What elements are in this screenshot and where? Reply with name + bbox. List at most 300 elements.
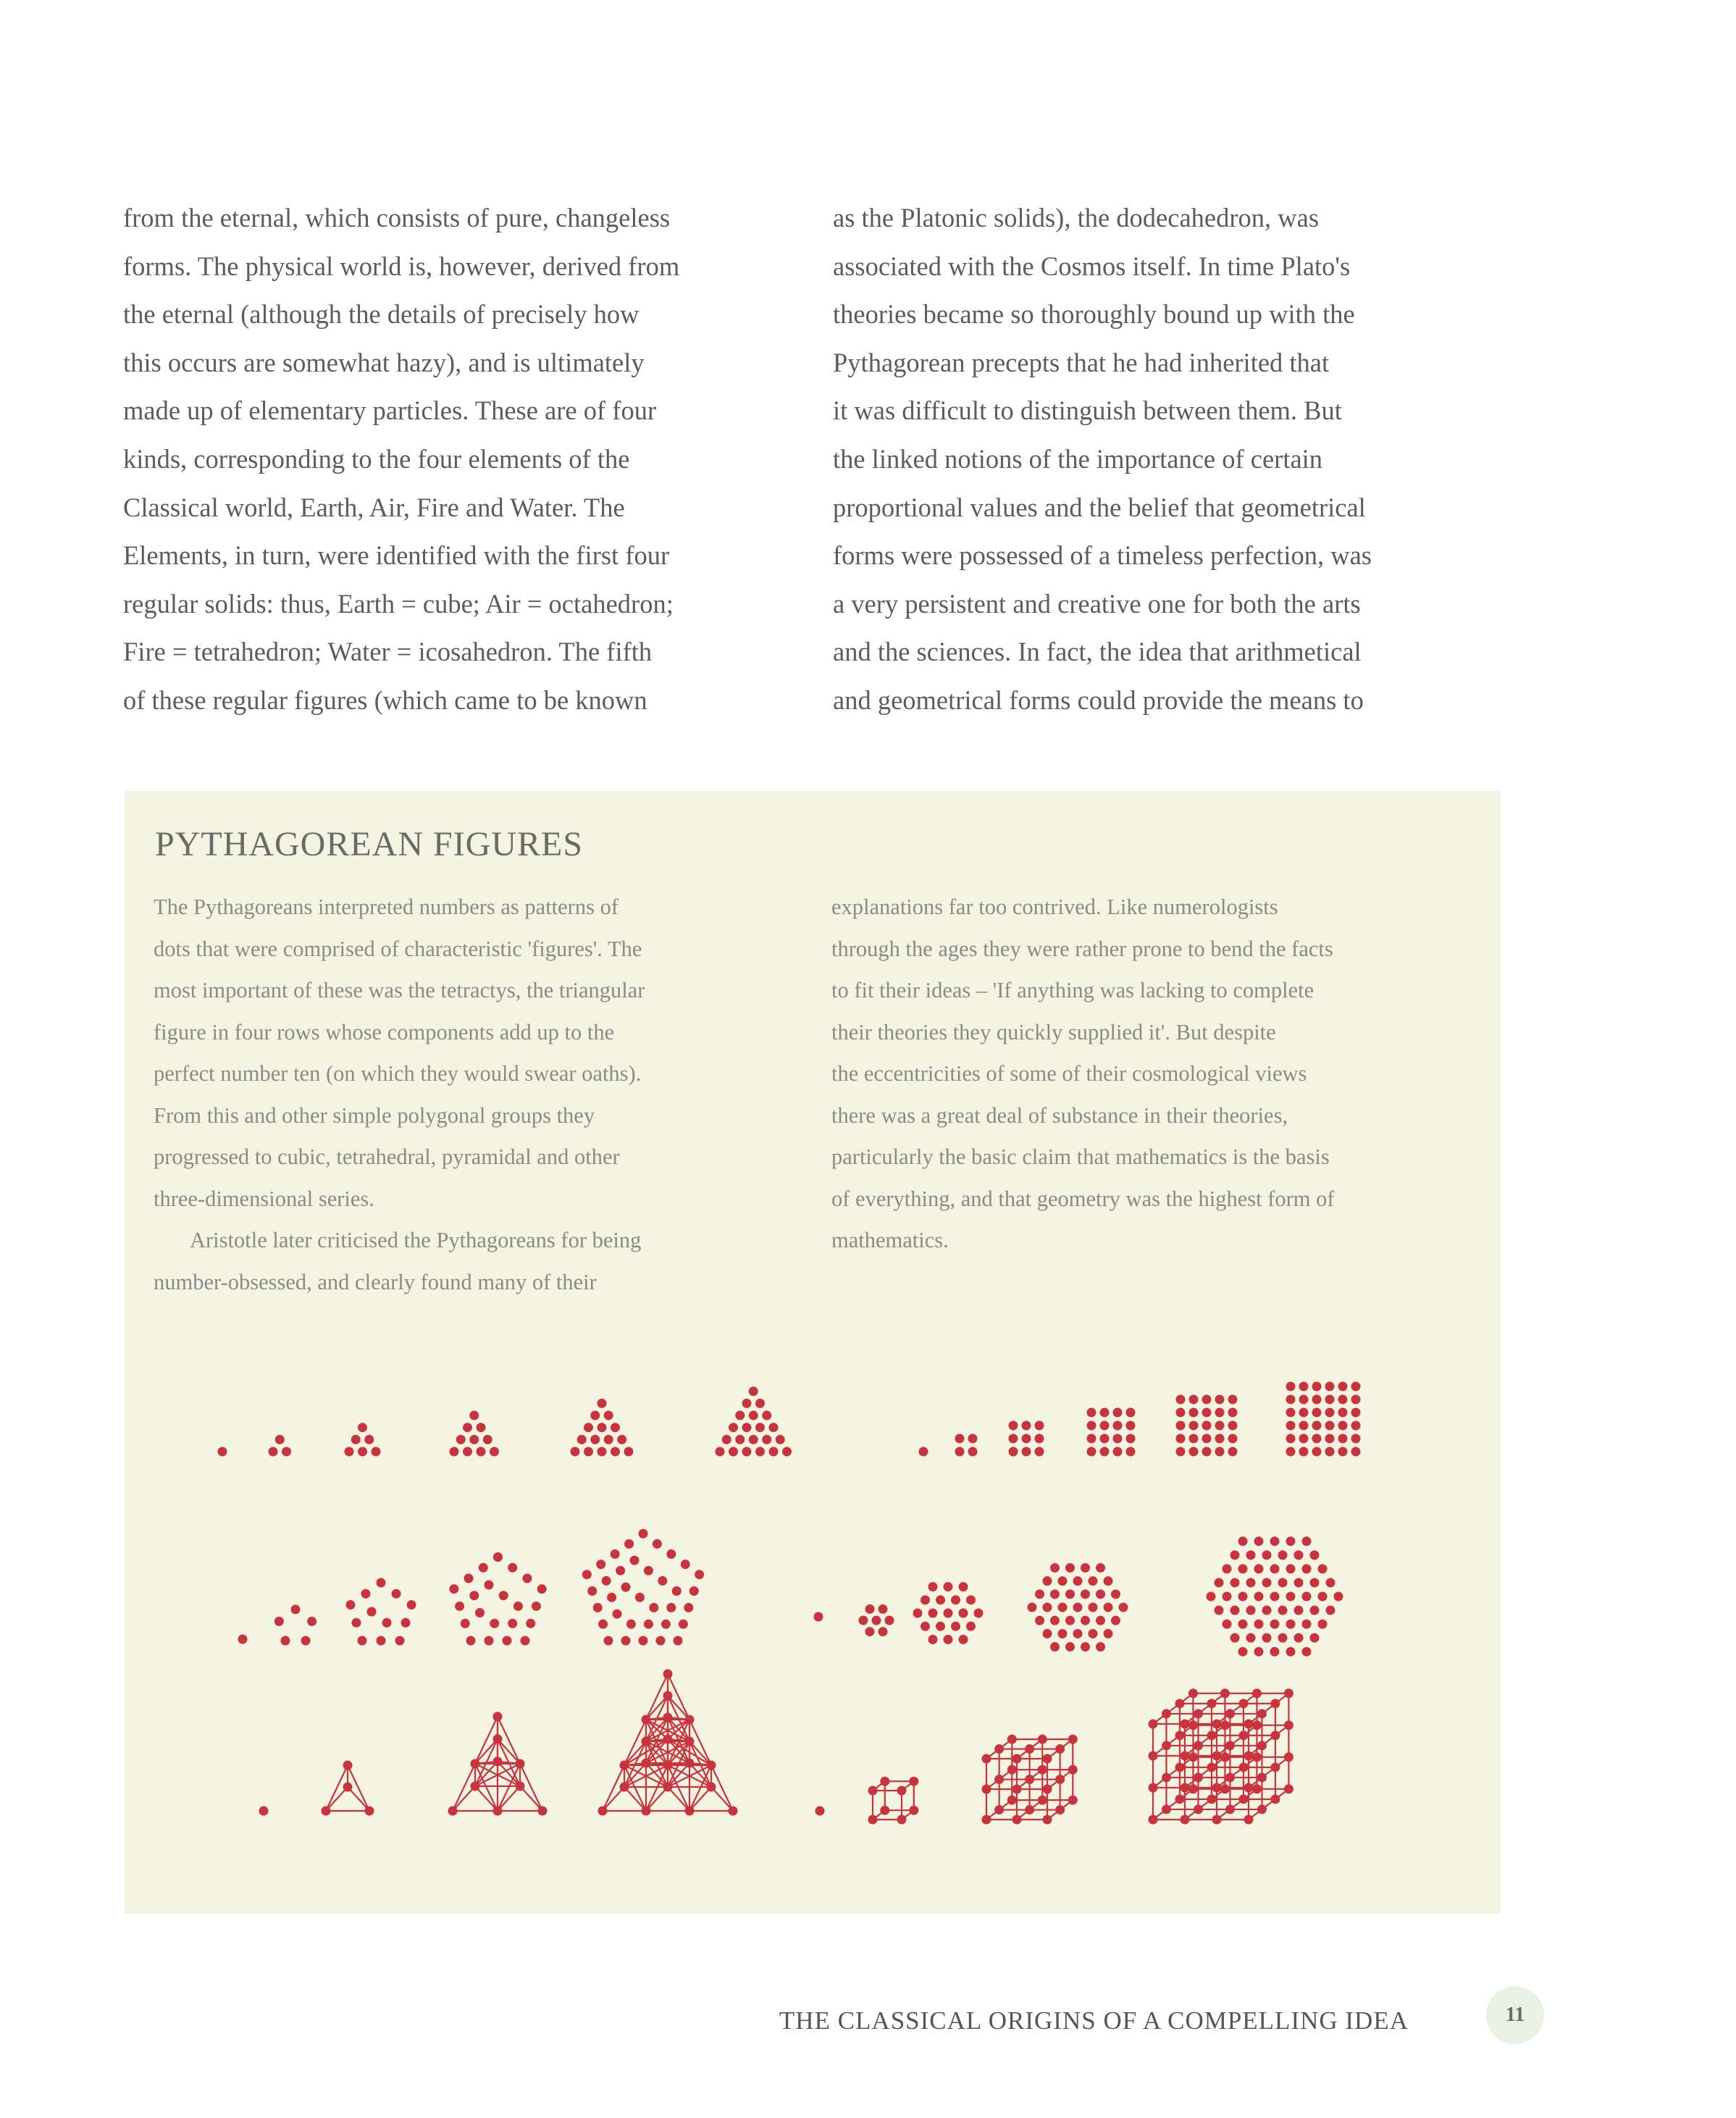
cubic-number-dot [1212,1783,1222,1793]
pentagonal-number-dot [455,1602,464,1611]
triangular-number-dot [597,1423,607,1432]
square-number-dot [1312,1447,1322,1457]
cubic-number-dot [1238,1699,1248,1708]
tetrahedral-number-dot [707,1761,716,1770]
pentagonal-number-dot [681,1560,690,1569]
cubic-number-dot [994,1775,1004,1784]
square-number-dot [1299,1421,1309,1431]
hexagonal-number-dot [1254,1620,1264,1629]
tetrahedral-number-dot [365,1807,374,1816]
tetrahedral-number-dot [493,1712,503,1721]
triangular-number-dot [769,1423,779,1432]
hexagonal-number-dot [1058,1603,1068,1612]
triangular-number-dot [597,1399,607,1408]
pentagonal-number-dot [582,1570,592,1579]
square-number-dot [1325,1434,1335,1444]
cubic-number-dot [1252,1688,1262,1698]
text-line: most important of these was the tetractys, the triangular [154,978,645,1003]
pentagonal-number-dot [666,1603,676,1612]
hexagonal-number-dot [1286,1564,1296,1573]
text-line: The Pythagoreans interpreted numbers as patterns of [154,895,618,919]
pentagonal-number-dot [407,1600,416,1610]
pentagonal-number-dot [613,1610,622,1619]
square-number-dot [1325,1382,1335,1391]
triangular-number-dot [742,1423,752,1432]
hexagonal-number-dot [1215,1578,1224,1587]
hexagonal-number-dot [1318,1592,1328,1602]
hexagonal-number-dot [1104,1603,1113,1612]
hexagonal-number-dot [1238,1536,1248,1546]
hexagonal-number-dot [1310,1550,1320,1560]
hexagonal-number-dot [1286,1647,1296,1657]
figure-edge [689,1787,711,1811]
hexagonal-number-dot [974,1609,984,1618]
square-number-dot [1312,1395,1322,1405]
pentagonal-number-dot [526,1619,535,1628]
triangular-number-dot [769,1447,779,1457]
text-line: perfect number ten (on which they would swear oaths). [154,1061,642,1086]
triangular-number-dot [729,1447,738,1457]
cubic-number-dot [994,1805,1004,1814]
hexagonal-number-dot [1254,1592,1264,1602]
triangular-number-dot [364,1435,374,1444]
figure-edge [520,1786,542,1811]
square-number-dot [1299,1447,1309,1457]
cubic-number-dot [1238,1794,1248,1804]
square-number-dot [1035,1421,1044,1431]
cubic-number-dot [909,1806,918,1815]
pentagonal-number-dot [513,1602,523,1611]
square-number-dot [1189,1395,1199,1405]
tetrahedral-number-dot [642,1737,651,1746]
hexagonal-number-dot [1302,1647,1312,1657]
text-line: of everything, and that geometry was the highest form of [831,1186,1335,1211]
triangular-number-dot [735,1411,745,1420]
square-number-dot [1100,1434,1110,1444]
tetrahedral-number-dot [663,1783,673,1792]
pythagorean-figures-sidebar [125,791,1501,1914]
pentagonal-number-dot [602,1576,611,1586]
cubic-number-dot [1252,1720,1262,1730]
hexagonal-number-dot [1310,1633,1320,1643]
triangular-number-dot [577,1435,587,1444]
square-number-dot [1299,1434,1309,1444]
cubic-number-dot [1068,1735,1078,1744]
square-number-dot [1312,1421,1322,1431]
cubic-number-dot [1175,1762,1184,1772]
tetrahedral-number-dot [663,1670,673,1679]
pentagonal-number-dot [449,1584,458,1594]
cubic-number-dot [1043,1754,1052,1764]
hexagonal-number-dot [1262,1633,1272,1643]
hexagonal-number-dot [1270,1620,1280,1629]
triangular-number-dot [762,1435,771,1444]
square-number-dot [1325,1408,1335,1418]
cubic-number-dot [1257,1804,1267,1814]
hexagonal-number-dot [1035,1589,1044,1599]
pentagonal-number-dot [621,1636,631,1646]
tetrahedral-number-dot [471,1781,480,1791]
tetrahedral-number-dot [663,1761,673,1770]
hexagonal-number-dot [865,1627,875,1636]
hexagonal-number-dot [1294,1606,1304,1615]
text-line: this occurs are somewhat hazy), and is ultimately [123,347,645,377]
cubic-number-dot [1188,1720,1198,1730]
cubic-number-dot [1257,1741,1267,1750]
square-number-dot [1351,1382,1361,1391]
hexagonal-number-dot [1318,1620,1328,1629]
square-number-dot [1351,1434,1361,1444]
triangular-number-dot [351,1435,361,1444]
triangular-number-dot [716,1447,725,1457]
hexagonal-number-dot [1230,1550,1240,1560]
tetrahedral-number-dot [259,1807,269,1816]
hexagonal-number-dot [1238,1620,1248,1629]
square-number-dot [1022,1434,1031,1444]
hexagonal-number-dot [1073,1576,1083,1586]
hexagonal-number-dot [959,1609,968,1618]
cubic-number-dot [1244,1720,1254,1729]
tetrahedral-number-dot [663,1691,673,1701]
square-number-dot [1286,1447,1296,1457]
triangular-number-dot [729,1423,738,1432]
hexagonal-number-dot [1302,1620,1312,1629]
hexagonal-number-dot [1278,1606,1288,1615]
triangular-number-dot [755,1447,765,1457]
running-head: THE CLASSICAL ORIGINS OF A COMPELLING IDEA [779,2006,1409,2035]
cubic-number-dot [1175,1794,1184,1804]
hexagonal-number-dot [1230,1578,1240,1587]
square-number-dot [1351,1421,1361,1431]
square-number-dot [1176,1408,1186,1418]
pentagonal-number-dot [345,1600,355,1610]
square-number-dot [1228,1434,1238,1444]
pentagonal-number-dot [684,1603,693,1612]
hexagonal-number-dot [1215,1606,1224,1615]
cubic-number-dot [1025,1775,1034,1784]
text-line: the linked notions of the importance of certain [833,443,1323,474]
cubic-number-dot [1007,1765,1017,1775]
hexagonal-number-dot [1254,1647,1264,1657]
cubic-number-dot [1162,1804,1171,1814]
hexagonal-number-dot [1238,1592,1248,1602]
square-number-dot [1338,1447,1348,1457]
pentagonal-number-dot [635,1593,645,1602]
page-number-badge [1486,1986,1544,2044]
hexagonal-number-dot [959,1635,968,1644]
triangular-number-dot [597,1447,607,1457]
hexagonal-number-dot [1262,1606,1272,1615]
figure-edge [624,1787,646,1811]
pentagonal-number-dot [639,1636,648,1646]
hexagonal-number-dot [1223,1592,1232,1602]
cubic-number-dot [1212,1751,1222,1761]
square-number-dot [1087,1447,1096,1457]
cubic-number-dot [1162,1741,1171,1750]
hexagonal-number-dot [879,1627,888,1636]
square-number-dot [1338,1408,1348,1418]
hexagonal-number-dot [1246,1550,1256,1560]
text-line: Classical world, Earth, Air, Fire and Water. The [123,492,625,522]
cubic-number-dot [815,1807,825,1816]
text-line: their theories they quickly supplied it'. But despite [831,1019,1276,1045]
cubic-number-dot [1068,1796,1078,1805]
hexagonal-number-dot [959,1582,968,1591]
hexagonal-number-dot [1302,1564,1312,1573]
hexagonal-number-dot [966,1595,976,1604]
hexagonal-number-dot [1050,1563,1060,1573]
cubic-number-dot [1225,1804,1235,1814]
cubic-number-dot [1055,1805,1065,1814]
hexagonal-number-dot [1278,1633,1288,1643]
cubic-number-dot [1238,1762,1248,1772]
square-number-dot [919,1447,928,1457]
cubic-number-dot [1007,1796,1017,1805]
pentagonal-number-dot [689,1586,699,1596]
cubic-number-dot [1252,1752,1262,1762]
tetrahedral-number-dot [516,1759,525,1768]
triangular-number-dot [358,1447,367,1457]
square-number-dot [1202,1434,1212,1444]
cubic-number-dot [1257,1772,1267,1782]
hexagonal-number-dot [1111,1589,1120,1599]
hexagonal-number-dot [1081,1563,1090,1573]
tetrahedral-number-dot [493,1734,503,1744]
text-line: and the sciences. In fact, the idea that arithmetical [833,637,1362,667]
hexagonal-number-dot [1223,1564,1232,1573]
hexagonal-number-dot [1326,1606,1335,1615]
hexagonal-number-dot [1246,1578,1256,1587]
square-number-dot [1009,1434,1018,1444]
body-column-right [833,194,1499,725]
hexagonal-number-dot [1050,1616,1060,1625]
hexagonal-number-dot [1073,1629,1083,1638]
square-number-dot [1176,1447,1186,1457]
tetrahedral-number-dot [493,1757,503,1766]
cubic-number-dot [1244,1783,1254,1793]
pentagonal-number-dot [658,1576,667,1586]
text-line: kinds, corresponding to the four elements of the [123,443,630,474]
hexagonal-number-dot [1223,1620,1232,1629]
cubic-number-dot [880,1806,889,1815]
hexagonal-number-dot [1302,1536,1312,1546]
cubic-number-dot [1038,1765,1047,1775]
square-number-dot [1228,1408,1238,1418]
pentagonal-number-dot [485,1636,494,1646]
text-line: from the eternal, which consists of pure, changeless [123,203,671,233]
pentagonal-number-dot [301,1636,311,1646]
hexagonal-number-dot [1073,1603,1083,1612]
cubic-number-dot [1038,1796,1047,1805]
text-line: figure in four rows whose components add up to the [154,1019,615,1045]
hexagonal-number-dot [1230,1633,1240,1643]
pentagonal-number-dot [532,1602,541,1611]
cubic-number-dot [1284,1720,1293,1730]
cubic-number-dot [1181,1720,1190,1729]
cubic-number-dot [1181,1783,1190,1793]
hexagonal-number-dot [1119,1603,1128,1612]
text-line: it was difficult to distinguish between them. But [833,395,1342,426]
tetrahedral-number-dot [642,1715,651,1725]
square-number-dot [1286,1408,1296,1418]
sidebar-column-right [831,887,1483,1262]
text-line: there was a great deal of substance in their theories, [831,1102,1288,1128]
square-number-dot [1351,1395,1361,1405]
square-number-dot [1325,1421,1335,1431]
pentagonal-number-dot [616,1566,625,1575]
square-number-dot [1215,1434,1225,1444]
hexagonal-number-dot [1334,1592,1343,1602]
square-number-dot [1351,1447,1361,1457]
square-number-dot [1215,1421,1225,1431]
triangular-number-dot [372,1447,381,1457]
pentagonal-number-dot [351,1618,361,1628]
triangular-number-dot [345,1447,354,1457]
square-number-dot [1176,1434,1186,1444]
hexagonal-number-dot [1326,1578,1335,1587]
text-line: Aristotle later criticised the Pythagoreans for being [190,1228,642,1252]
pentagonal-number-dot [639,1529,648,1539]
triangular-number-dot [749,1386,758,1396]
triangular-number-dot [762,1411,771,1420]
pentagonal-number-dot [604,1636,613,1646]
figure-edge [498,1786,520,1811]
cubic-number-dot [1181,1751,1190,1761]
body-column-left [123,194,775,725]
text-line: associated with the Cosmos itself. In time Plato's [833,251,1351,281]
square-number-dot [1189,1421,1199,1431]
pentagonal-number-dot [621,1583,631,1592]
tetrahedral-number-dot [516,1781,525,1791]
text-line: mathematics. [831,1228,949,1252]
tetrahedral-number-dot [685,1807,695,1816]
pentagonal-number-dot [485,1581,494,1590]
cubic-number-dot [1270,1699,1280,1708]
square-number-dot [1202,1421,1212,1431]
hexagonal-number-dot [1270,1592,1280,1602]
hexagonal-number-dot [921,1595,930,1604]
pentagonal-number-dot [626,1620,636,1629]
square-number-dot [1100,1408,1110,1418]
cubic-number-dot [1220,1752,1230,1762]
cubic-number-dot [1043,1785,1052,1794]
text-line: the eccentricities of some of their cosmological views [831,1061,1307,1086]
square-number-dot [1286,1382,1296,1391]
hexagonal-number-dot [859,1616,868,1625]
triangular-number-dot [450,1447,459,1457]
cubic-number-dot [1270,1762,1280,1772]
cubic-number-dot [1149,1720,1158,1729]
cubic-number-dot [994,1744,1004,1754]
square-number-dot [1126,1421,1136,1431]
pentagonal-number-dot [499,1591,508,1600]
cubic-number-dot [1043,1815,1052,1825]
hexagonal-number-dot [1058,1629,1068,1638]
pentagonal-number-dot [358,1636,367,1646]
pentagonal-number-dot [653,1539,662,1549]
hexagonal-number-dot [1058,1576,1068,1586]
triangular-number-dot [604,1411,613,1420]
triangular-number-dot [584,1447,593,1457]
square-number-dot [1189,1434,1199,1444]
cubic-number-dot [1284,1784,1293,1793]
hexagonal-number-dot [872,1616,881,1625]
hexagonal-number-dot [928,1582,938,1591]
text-line: as the Platonic solids), the dodecahedron, was [833,203,1320,233]
cubic-number-dot [1175,1699,1184,1708]
cubic-number-dot [868,1786,878,1796]
square-number-dot [1215,1395,1225,1405]
pentagonal-number-dot [475,1608,485,1617]
square-number-dot [968,1434,978,1444]
hexagonal-number-dot [1104,1629,1113,1638]
pentagonal-number-dot [630,1556,640,1565]
figure-edge [348,1787,369,1811]
text-line: number-obsessed, and clearly found many of their [154,1269,597,1294]
square-number-dot [1325,1395,1335,1405]
hexagonal-number-dot [1096,1563,1105,1573]
square-number-dot [1228,1395,1238,1405]
text-line: through the ages they were rather prone to bend the facts [831,936,1333,961]
tetrahedral-number-dot [343,1761,353,1770]
square-number-dot [1338,1382,1348,1391]
cubic-number-dot [1012,1785,1022,1794]
cubic-number-dot [1162,1709,1171,1718]
square-number-dot [1087,1408,1096,1418]
square-number-dot [1286,1395,1296,1405]
cubic-number-dot [1270,1794,1280,1804]
text-line: the eternal (although the details of precisely how [123,299,640,330]
cubic-number-dot [1188,1688,1198,1698]
pentagonal-number-dot [607,1593,616,1602]
hexagonal-number-dot [1104,1576,1113,1586]
pentagonal-number-dot [382,1618,392,1628]
text-line: Pythagorean precepts that he had inherited that [833,347,1330,377]
text-line: of these regular figures (which came to be known [123,685,647,715]
cubic-number-dot [1252,1784,1262,1793]
tetrahedral-number-dot [620,1761,629,1770]
cubic-number-dot [1212,1815,1222,1825]
hexagonal-number-dot [1262,1578,1272,1587]
text-line: made up of elementary particles. These are of four [123,395,657,426]
triangular-number-dot [755,1423,765,1432]
square-number-dot [1176,1395,1186,1405]
square-number-dot [1202,1408,1212,1418]
triangular-number-dot [749,1435,758,1444]
hexagonal-number-dot [1065,1589,1075,1599]
hexagonal-number-dot [966,1622,976,1631]
cubic-number-dot [1238,1730,1248,1740]
text-line: From this and other simple polygonal groups they [154,1102,595,1128]
cubic-number-dot [1244,1815,1254,1825]
pentagonal-number-dot [508,1619,517,1628]
tetrahedral-number-dot [448,1807,458,1816]
square-number-dot [968,1447,978,1457]
tetrahedral-number-dot [538,1807,548,1816]
cubic-number-dot [1244,1751,1254,1761]
cubic-number-dot [982,1754,991,1764]
hexagonal-number-dot [951,1622,960,1631]
square-number-dot [1022,1447,1031,1457]
hexagonal-number-dot [1270,1564,1280,1573]
tetrahedral-number-dot [642,1807,651,1816]
pentagonal-number-dot [281,1636,290,1646]
hexagonal-number-dot [951,1595,960,1604]
pentagonal-number-dot [466,1636,476,1646]
hexagonal-number-dot [1278,1550,1288,1560]
pentagonal-number-dot [679,1620,688,1629]
square-number-dot [1202,1447,1212,1457]
